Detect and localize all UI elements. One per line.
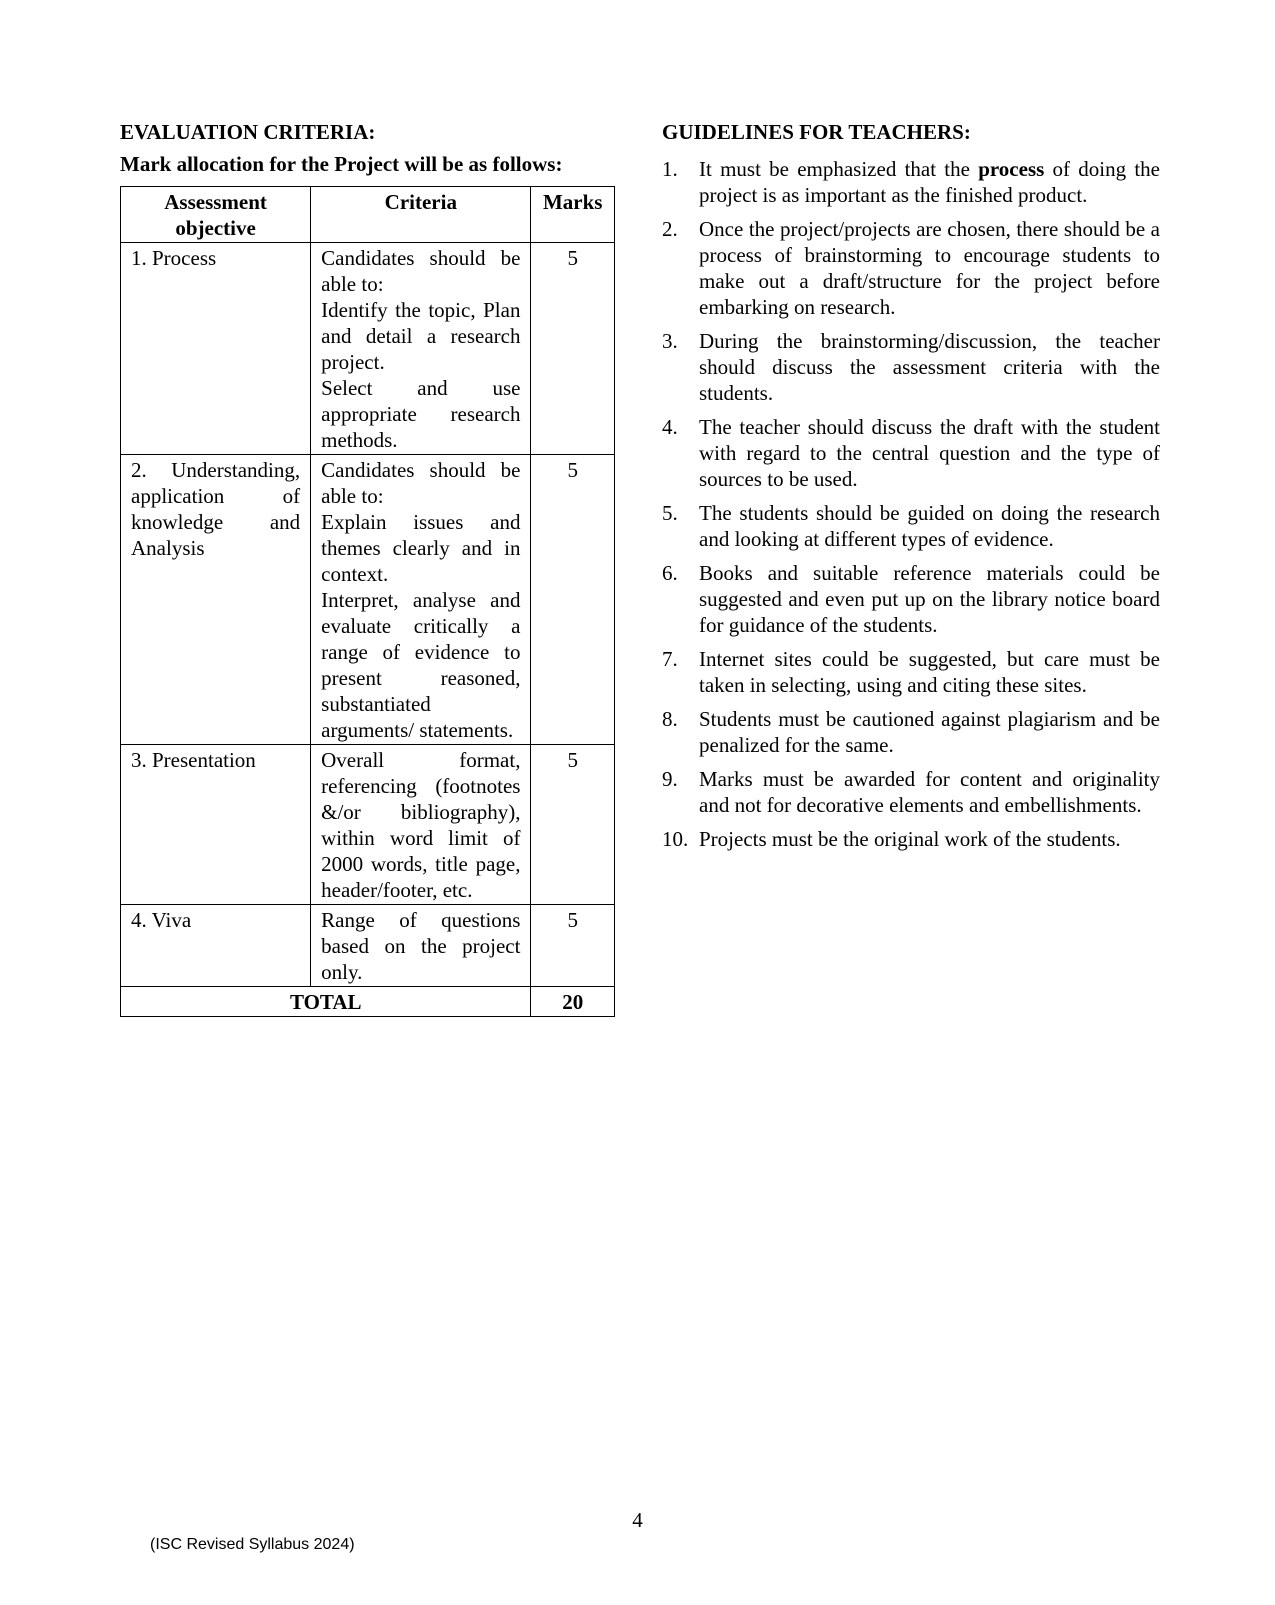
row-criteria: [311, 455, 531, 745]
table-row: [121, 455, 615, 745]
list-item-emphasis: process: [978, 157, 1045, 181]
list-item-text: Projects must be the original work of the students.: [699, 827, 1121, 851]
list-item-text: Once the project/projects are chosen, there should be a process of brainstorming to encourage students to make out a draft/structure for the project before embarking on research.: [699, 217, 1160, 319]
list-item-number: 6.: [662, 561, 678, 585]
row-objective: 4. Viva: [121, 905, 311, 987]
evaluation-section: [120, 118, 615, 1017]
criteria-line: Interpret, analyse and evaluate critically a range of evidence to present reasoned, substantiated arguments/ statements.: [321, 588, 521, 742]
list-item: [662, 328, 1160, 406]
criteria-line: Range of questions based on the project only.: [321, 908, 521, 984]
list-item-number: 10.: [662, 827, 689, 851]
list-item-number: 1.: [662, 157, 678, 181]
header-criteria: Criteria: [311, 187, 531, 243]
list-item-text: Students must be cautioned against plagiarism and be penalized for the same.: [699, 707, 1160, 757]
list-item-text: The students should be guided on doing the research and looking at different types of evidence.: [699, 501, 1160, 551]
list-item: [662, 646, 1160, 698]
row-marks: 5: [531, 455, 615, 745]
header-objective: Assessment objective: [121, 187, 311, 243]
mark-allocation-subheading: Mark allocation for the Project will be as follows:: [120, 152, 563, 176]
criteria-line: Overall format, referencing (footnotes &/or bibliography), within word limit of 2000 words, title page, header/footer, etc.: [321, 748, 521, 902]
table-total-row: [121, 987, 615, 1017]
criteria-line: Candidates should be able to:: [321, 458, 521, 508]
list-item-number: 4.: [662, 415, 678, 439]
criteria-line: Candidates should be able to:: [321, 246, 521, 296]
guidelines-list: [662, 156, 1160, 852]
total-label: TOTAL: [121, 987, 531, 1017]
header-marks: Marks: [531, 187, 615, 243]
list-item: [662, 500, 1160, 552]
total-value: 20: [531, 987, 615, 1017]
list-item: [662, 560, 1160, 638]
list-item-number: 3.: [662, 329, 678, 353]
list-item-text: It must be emphasized that the: [699, 157, 979, 181]
row-marks: 5: [531, 243, 615, 455]
list-item: [662, 826, 1160, 852]
list-item-text: Books and suitable reference materials could be suggested and even put up on the library notice board for guidance of the students.: [699, 561, 1160, 637]
row-objective: 2. Understanding, application of knowledge and Analysis: [121, 455, 311, 745]
list-item-number: 8.: [662, 707, 678, 731]
list-item: [662, 156, 1160, 208]
list-item: [662, 414, 1160, 492]
list-item-text: During the brainstorming/discussion, the teacher should discuss the assessment criteria with the students.: [699, 329, 1160, 405]
criteria-line: Select and use appropriate research methods.: [321, 376, 521, 452]
list-item: [662, 706, 1160, 758]
footer-label: (ISC Revised Syllabus 2024): [150, 1536, 355, 1553]
row-criteria: [311, 745, 531, 905]
list-item-number: 7.: [662, 647, 678, 671]
list-item-number: 2.: [662, 217, 678, 241]
list-item-text: Marks must be awarded for content and originality and not for decorative elements and embellishments.: [699, 767, 1160, 817]
mark-allocation-table: [120, 186, 615, 1017]
table-row: [121, 905, 615, 987]
criteria-line: Identify the topic, Plan and detail a research project.: [321, 298, 521, 374]
criteria-line: Explain issues and themes clearly and in context.: [321, 510, 521, 586]
row-objective: 3. Presentation: [121, 745, 311, 905]
list-item-text: of doing the project is as important as the finished product.: [699, 157, 1160, 207]
row-marks: 5: [531, 745, 615, 905]
list-item: [662, 766, 1160, 818]
table-row: [121, 745, 615, 905]
row-criteria: [311, 905, 531, 987]
list-item: [662, 216, 1160, 320]
table-row: [121, 243, 615, 455]
evaluation-heading: EVALUATION CRITERIA:: [120, 120, 376, 144]
page-number: 4: [632, 1508, 643, 1532]
row-objective: 1. Process: [121, 243, 311, 455]
table-header-row: [121, 187, 615, 243]
row-marks: 5: [531, 905, 615, 987]
list-item-number: 9.: [662, 767, 678, 791]
list-item-text: Internet sites could be suggested, but care must be taken in selecting, using and citing these sites.: [699, 647, 1160, 697]
row-criteria: [311, 243, 531, 455]
list-item-number: 5.: [662, 501, 678, 525]
guidelines-section: [662, 118, 1160, 860]
list-item-text: The teacher should discuss the draft with the student with regard to the central question and the type of sources to be used.: [699, 415, 1160, 491]
guidelines-heading: GUIDELINES FOR TEACHERS:: [662, 120, 971, 144]
